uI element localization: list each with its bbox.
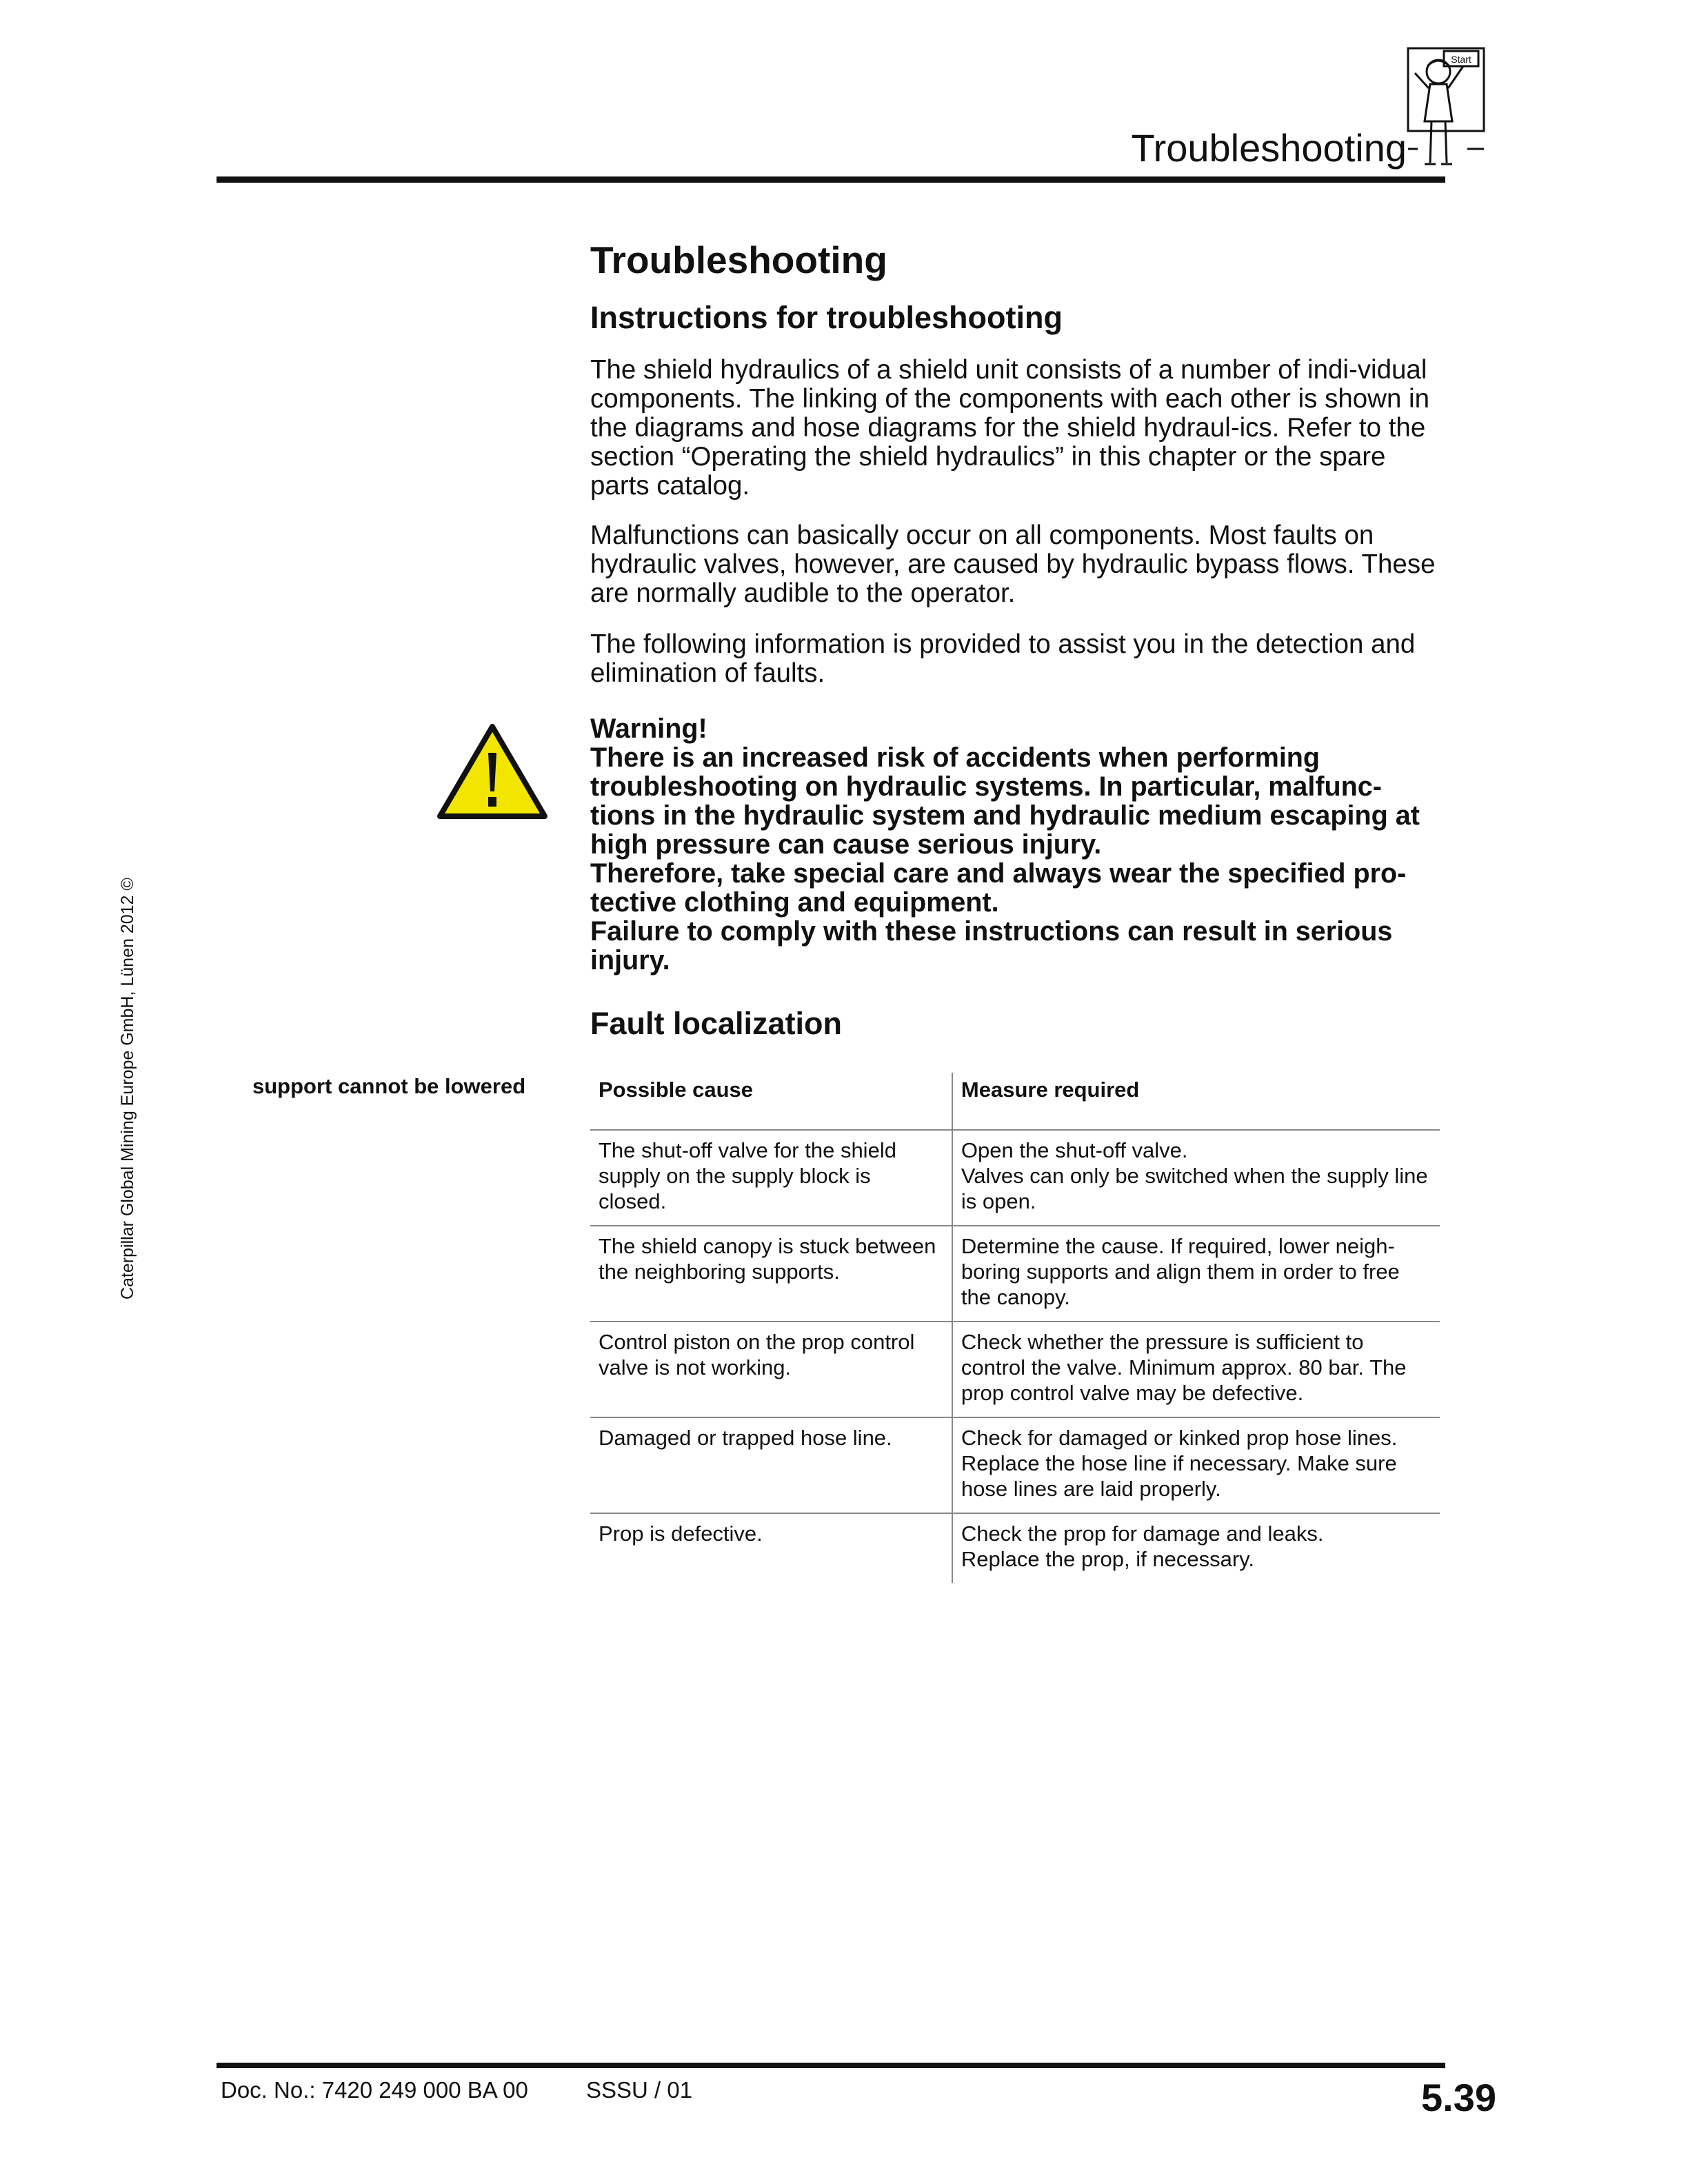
- paragraph-hydraulics-intro: The shield hydraulics of a shield unit consists of a number of indi-vidual components. The linking of the components with each other is shown in the diagrams and hose diagrams for the shield hydraul-ics. Refer to the section “Operating the shield hydraulics” in this chapter or the spare parts catalog.: [590, 355, 1430, 501]
- column-header-possible-cause: Possible cause: [590, 1073, 952, 1130]
- warning-line-1: There is an increased risk of accidents when performing troubleshooting on hydraulic systems. In particular, malfunc-tions in the hydraulic system and hydraulic medium escaping at high pressure can cause serious injury.: [590, 742, 1420, 860]
- table-row: [590, 1513, 1440, 1583]
- warning-block: [590, 714, 1445, 975]
- worker-with-start-sign-icon: [1404, 46, 1487, 176]
- warning-triangle-icon: [436, 722, 549, 822]
- table-cell-measure: Check the prop for damage and leaks. Replace the prop, if necessary.: [961, 1521, 1324, 1571]
- table-row: [590, 1130, 1440, 1226]
- table-cell-cause: Control piston on the prop control valve is not working.: [590, 1322, 952, 1417]
- start-sign-label: Start: [1451, 54, 1471, 65]
- header-title: Troubleshooting: [1131, 126, 1407, 170]
- header-rule: [217, 176, 1445, 183]
- page-number: 5.39: [1421, 2076, 1496, 2119]
- warning-line-2: Therefore, take special care and always wear the specified pro-tective clothing and equipment.: [590, 858, 1407, 918]
- footer-doc-number: Doc. No.: 7420 249 000 BA 00: [221, 2077, 528, 2103]
- footer-rule: [217, 2063, 1445, 2068]
- fault-table: [590, 1073, 1440, 1583]
- table-row: [590, 1417, 1440, 1513]
- page-title: Troubleshooting: [590, 239, 887, 281]
- footer-code: SSSU / 01: [586, 2077, 693, 2103]
- table-cell-measure: Open the shut-off valve. Valves can only be switched when the supply line is open.: [952, 1130, 1440, 1226]
- table-header-row: [590, 1073, 1440, 1130]
- table-cell-cause: Damaged or trapped hose line.: [590, 1417, 952, 1513]
- paragraph-malfunctions: Malfunctions can basically occur on all components. Most faults on hydraulic valves, however, are caused by hydraulic bypass flows. These are normally audible to the operator.: [590, 520, 1436, 608]
- table-row: [590, 1322, 1440, 1417]
- table-cell-measure: Check whether the pressure is sufficient to control the valve. Minimum approx. 80 bar. The prop control valve may be defective.: [952, 1322, 1440, 1417]
- section-title-fault-localization: Fault localization: [590, 1006, 843, 1041]
- paragraph-info: The following information is provided to assist you in the detection and elimination of faults.: [590, 629, 1416, 688]
- table-cell-measure: Determine the cause. If required, lower neigh-boring supports and align them in order to free the canopy.: [952, 1226, 1440, 1322]
- table-cell-cause: The shut-off valve for the shield supply on the supply block is closed.: [590, 1130, 952, 1226]
- table-row: [590, 1226, 1440, 1322]
- column-header-measure-required: Measure required: [952, 1073, 1440, 1130]
- warning-line-3: Failure to comply with these instructions can result in serious injury.: [590, 916, 1393, 975]
- table-cell-cause: The shield canopy is stuck between the neighboring supports.: [590, 1226, 952, 1322]
- section-title-instructions: Instructions for troubleshooting: [590, 300, 1063, 335]
- copyright-notice: Caterpillar Global Mining Europe GmbH, Lünen 2012 ©: [118, 878, 137, 1300]
- fault-side-label: support cannot be lowered: [252, 1074, 526, 1098]
- warning-heading: Warning!: [590, 714, 707, 744]
- table-cell-cause: Prop is defective.: [590, 1513, 952, 1583]
- table-cell-measure: Check for damaged or kinked prop hose lines. Replace the hose line if necessary. Make sure hose lines are laid properly.: [952, 1417, 1440, 1513]
